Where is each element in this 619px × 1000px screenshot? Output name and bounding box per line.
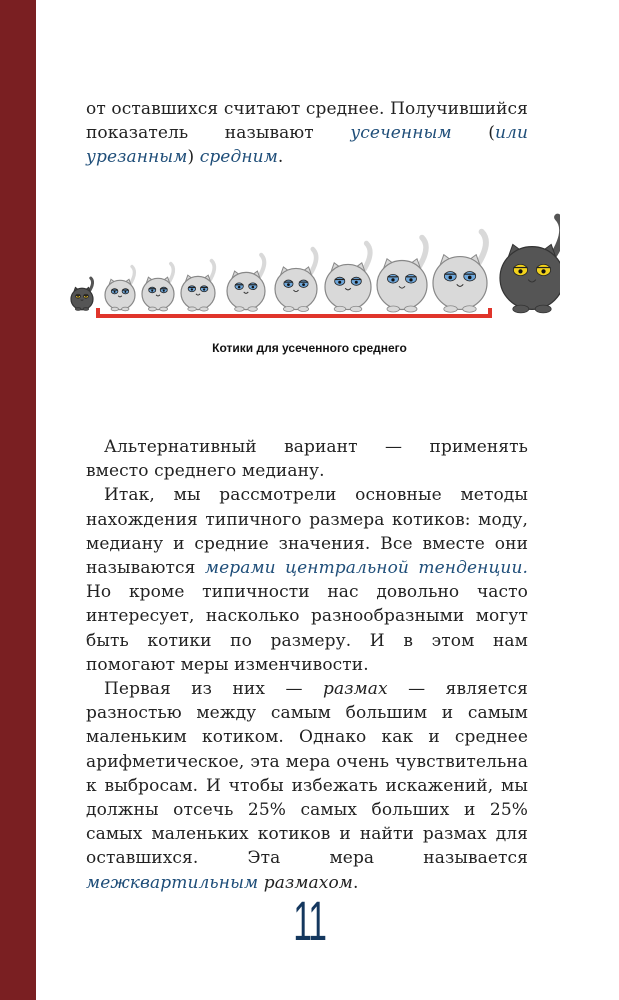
dark-cat-icon <box>500 217 560 313</box>
cats-illustration <box>60 210 560 322</box>
paragraph-summary <box>86 483 528 677</box>
top-text-seg1: от оставшихся считают среднее. Получившийся показатель называют <box>86 99 528 144</box>
paragraph-alternative: Альтернативный вариант — применять вместо среднего медиану. <box>86 437 528 482</box>
top-text-seg4: . <box>277 147 284 168</box>
paragraph-range-text-b: — является разностью между самым большим и самым маленьким котиком. Однако как и среднее арифметическое, эта мера очень чувствительна к выбросам. И чтобы избежать искажений, мы должны отсечь 25% самых больших и 25% самых маленьких котиков и найти размах для оставшихся. Эта мера называется <box>86 679 528 869</box>
term-interquartile: межквартильным <box>86 872 259 893</box>
term-mean: средним <box>199 147 278 168</box>
term-truncated: усеченным <box>350 123 452 144</box>
term-range-2: размахом <box>263 872 353 893</box>
illustration-caption: Котики для усеченного среднего <box>212 341 407 355</box>
top-text-seg2: ( <box>451 123 495 144</box>
paragraph-summary-text-b: Но кроме типичности нас довольно часто интересует, насколько разнообразными могут быть котики по размеру. И в этом нам помогают меры изменчивости. <box>86 582 528 675</box>
gray-cat-icon <box>105 267 135 311</box>
gray-cat-icon <box>142 264 174 311</box>
term-central-tendency: мерами центральной тенденции. <box>204 558 529 579</box>
dark-cat-icon <box>71 278 93 310</box>
gray-cat-icon <box>325 243 371 311</box>
gray-cat-icon <box>181 261 215 311</box>
top-text-seg3: ) <box>187 147 200 168</box>
paragraph-range-text-d: . <box>353 872 359 893</box>
paragraph-range-text-a: Первая из них — <box>104 679 323 700</box>
page-number: 11 <box>293 889 326 952</box>
gray-cat-icon <box>227 255 265 311</box>
gray-cat-icon <box>433 232 487 313</box>
top-paragraph <box>86 97 528 170</box>
paragraph-range <box>86 677 528 895</box>
paragraph-summary-text-a: Итак, мы рассмотрели основные методы нахождения типичного размера котиков: моду, медиану и средние значения. Все вместе они называются <box>86 485 528 579</box>
term-trimmed: или урезанным <box>86 123 528 168</box>
cats-row <box>71 217 560 313</box>
gray-cat-icon <box>275 249 317 311</box>
main-text <box>86 435 528 895</box>
gray-cat-icon <box>377 238 427 313</box>
book-spine <box>0 0 36 1000</box>
term-range: размах <box>322 679 388 700</box>
